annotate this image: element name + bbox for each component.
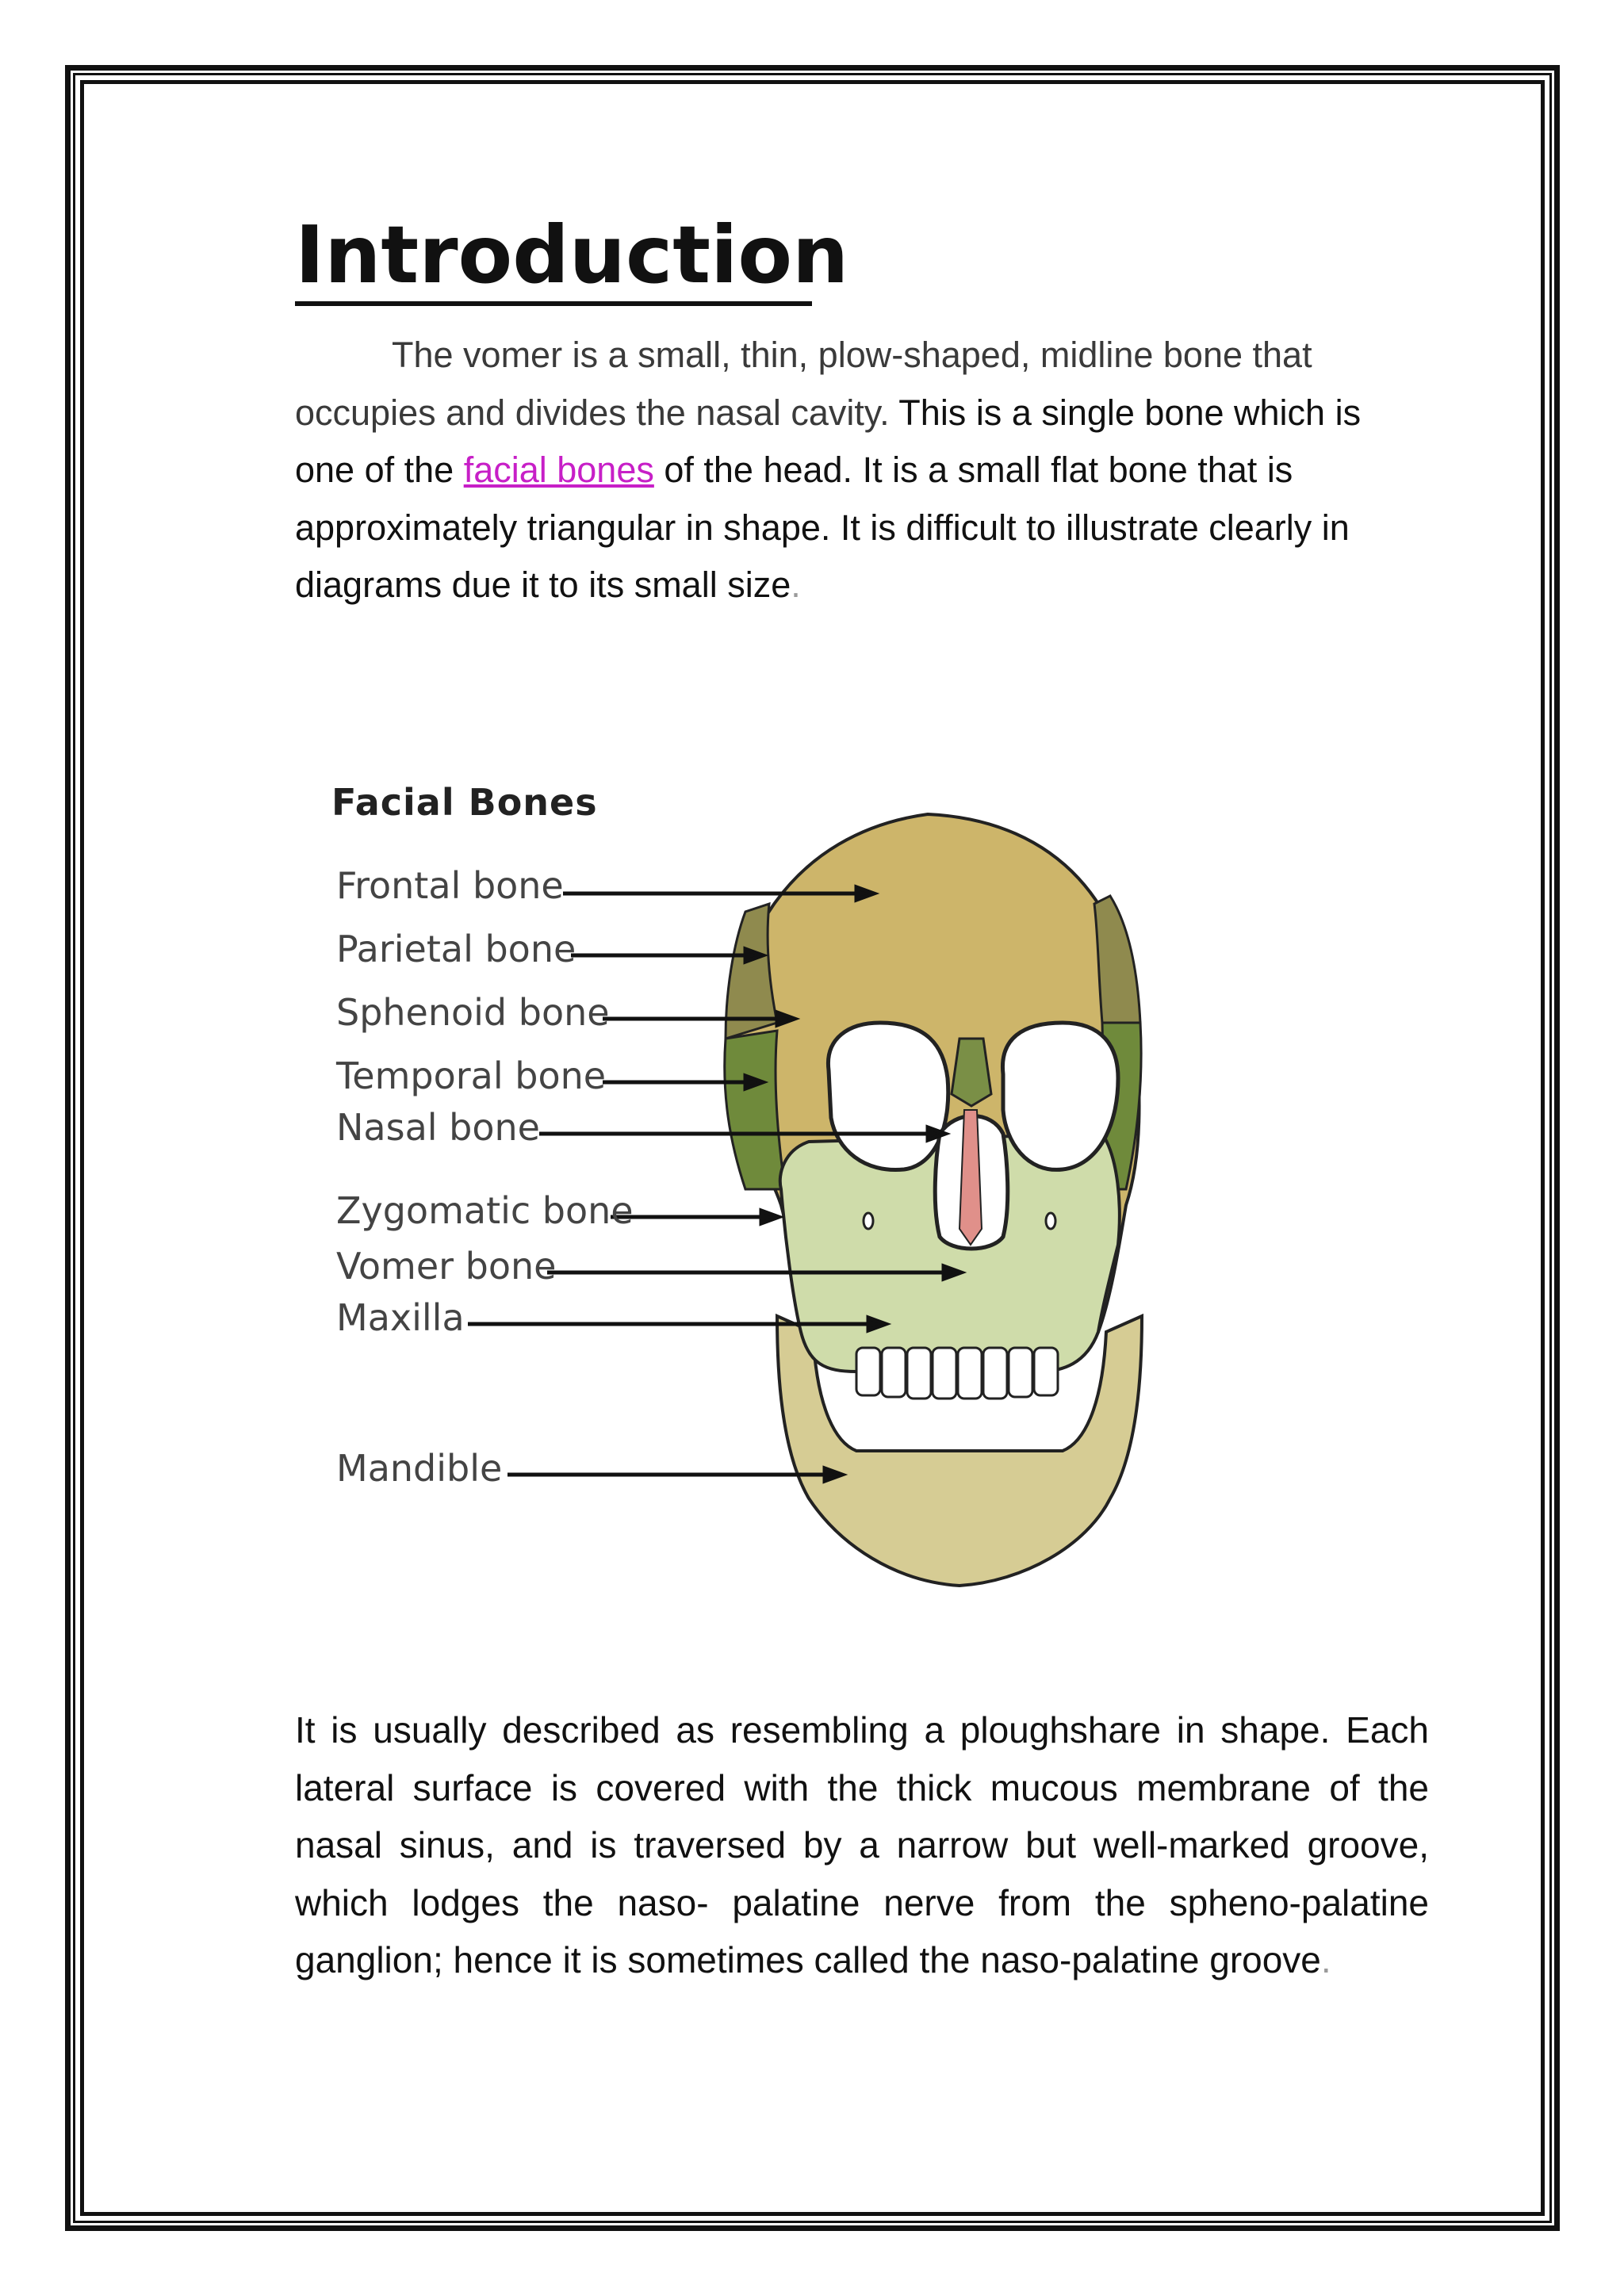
page-title: Introduction bbox=[295, 209, 849, 301]
foramen-right bbox=[1046, 1213, 1055, 1229]
label-temporal-bone: Temporal bone bbox=[336, 1054, 607, 1097]
parietal-right bbox=[1094, 896, 1140, 1023]
facial-bones-figure bbox=[301, 761, 1253, 1617]
title-underline bbox=[295, 301, 812, 306]
facial-bones-link[interactable]: facial bones bbox=[463, 450, 654, 490]
body-end-mark: . bbox=[1320, 1939, 1331, 1980]
figure-title: Facial Bones bbox=[331, 781, 598, 824]
label-frontal-bone: Frontal bone bbox=[336, 864, 564, 907]
nasal-bone-shape bbox=[952, 1039, 991, 1106]
intro-paragraph bbox=[295, 327, 1405, 614]
foramen-left bbox=[864, 1213, 873, 1229]
intro-text-after-link: of the head. It is a small flat bone that is approximately triangular in shape. It is difficult to illustrate clearly in diagrams due it to its small size bbox=[295, 450, 1350, 605]
intro-lead-text: The vomer is a small, thin, plow-shaped, midline bone that occupies and divides the nasal cavity. bbox=[295, 335, 1312, 433]
label-zygomatic-bone: Zygomatic bone bbox=[336, 1189, 634, 1232]
left-orbit bbox=[828, 1023, 948, 1170]
intro-text-before-link: This is a single bone which is one of the bbox=[295, 392, 1362, 490]
vomer-bone-shape bbox=[959, 1110, 982, 1245]
body-paragraph-text: It is usually described as resembling a ploughshare in shape. Each lateral surface is covered with the thick mucous membrane of the nasal sinus, and is traversed by a narrow but well-marked groove, which lodges the naso- palatine nerve from the spheno-palatine ganglion; hence it is sometimes called the naso-palatine groove bbox=[295, 1709, 1429, 1980]
label-maxilla: Maxilla bbox=[336, 1296, 465, 1339]
body-paragraph bbox=[295, 1701, 1429, 1989]
label-sphenoid-bone: Sphenoid bone bbox=[336, 991, 610, 1034]
label-nasal-bone: Nasal bone bbox=[336, 1106, 540, 1149]
temporal-left bbox=[725, 1031, 785, 1189]
intro-end-mark: . bbox=[791, 564, 801, 605]
teeth bbox=[856, 1348, 1058, 1399]
label-parietal-bone: Parietal bone bbox=[336, 928, 576, 970]
label-vomer-bone: Vomer bone bbox=[336, 1245, 557, 1288]
label-mandible: Mandible bbox=[336, 1447, 503, 1490]
right-orbit bbox=[1002, 1023, 1118, 1169]
